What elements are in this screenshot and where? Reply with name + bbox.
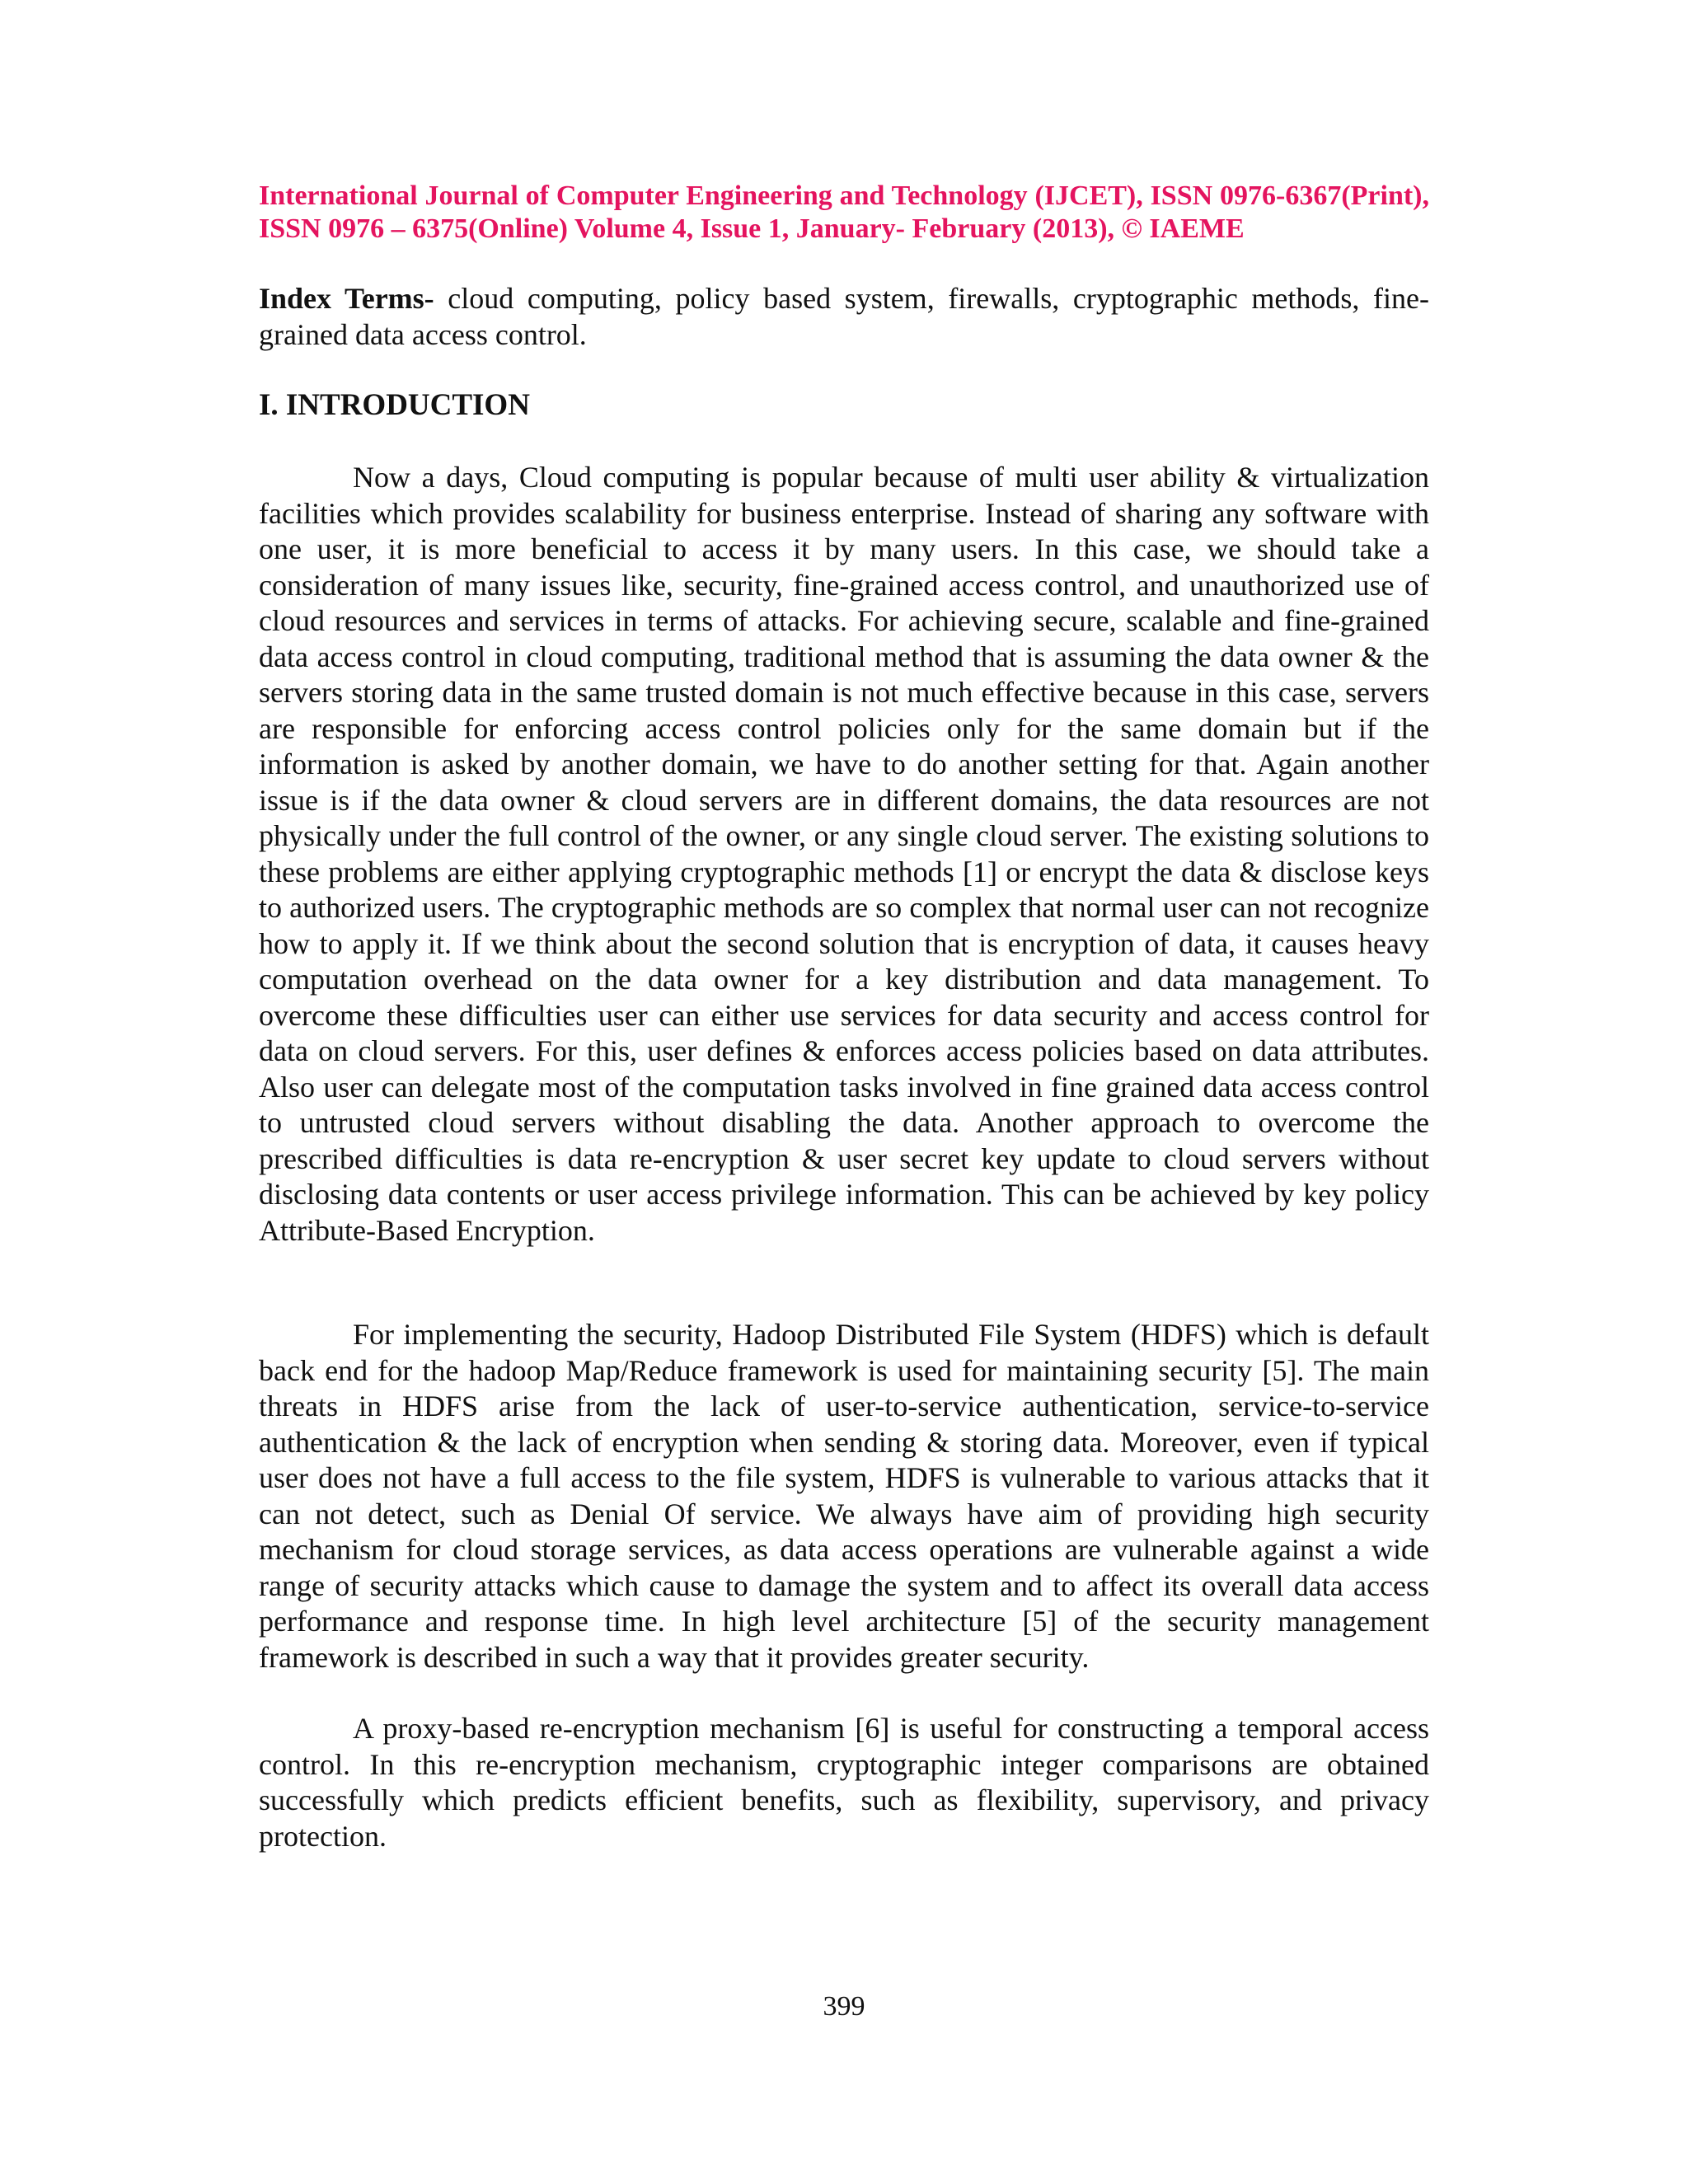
index-terms (259, 280, 1429, 353)
page-number: 399 (823, 1991, 865, 2022)
index-terms-text: cloud computing, policy based system, firewalls, cryptographic methods, fine-grained data access control. (259, 282, 1429, 351)
index-terms-label: Index Terms- (259, 282, 434, 315)
section-heading-introduction: I. INTRODUCTION (259, 388, 530, 422)
body-paragraph-1: Now a days, Cloud computing is popular because of multi user ability & virtualization facilities which provides scalability for business enterprise. Instead of sharing any software with one user, it is more beneficial to access it by many users. In this case, we should take a consideration of many issues like, security, fine-grained access control, and unauthorized use of cloud resources and services in terms of attacks. For achieving secure, scalable and fine-grained data access control in cloud computing, traditional method that is assuming the data owner & the servers storing data in the same trusted domain is not much effective because in this case, servers are responsible for enforcing access control policies only for the same domain but if the information is asked by another domain, we have to do another setting for that. Again another issue is if the data owner & cloud servers are in different domains, the data resources are not physically under the full control of the owner, or any single cloud server. The existing solutions to these problems are either applying cryptographic methods [1] or encrypt the data & disclose keys to authorized users. The cryptographic methods are so complex that normal user can not recognize how to apply it. If we think about the second solution that is encryption of data, it causes heavy computation overhead on the data owner for a key distribution and data management. To overcome these difficulties user can either use services for data security and access control for data on cloud servers. For this, user defines & enforces access policies based on data attributes. Also user can delegate most of the computation tasks involved in fine grained data access control to untrusted cloud servers without disabling the data. Another approach to overcome the prescribed difficulties is data re-encryption & user secret key update to cloud servers without disclosing data contents or user access privilege information. This can be achieved by key policy Attribute-Based Encryption. (259, 461, 1429, 1247)
journal-header: International Journal of Computer Engineering and Technology (IJCET), ISSN 0976-6367(Print), ISSN 0976 – 6375(Online) Volume 4, Issue 1, January- February (2013), © IAEME (259, 180, 1429, 244)
body-paragraph-2: For implementing the security, Hadoop Distributed File System (HDFS) which is default back end for the hadoop Map/Reduce framework is used for maintaining security [5]. The main threats in HDFS arise from the lack of user-to-service authentication, service-to-service authentication & the lack of encryption when sending & storing data. Moreover, even if typical user does not have a full access to the file system, HDFS is vulnerable to various attacks that it can not detect, such as Denial Of service. We always have aim of providing high security mechanism for cloud storage services, as data access operations are vulnerable against a wide range of security attacks which cause to damage the system and to affect its overall data access performance and response time. In high level architecture [5] of the security management framework is described in such a way that it provides greater security. (259, 1318, 1429, 1674)
body-paragraph-3: A proxy-based re-encryption mechanism [6] is useful for constructing a temporal access control. In this re-encryption mechanism, cryptographic integer comparisons are obtained successfully which predicts efficient benefits, such as flexibility, supervisory, and privacy protection. (259, 1712, 1429, 1853)
